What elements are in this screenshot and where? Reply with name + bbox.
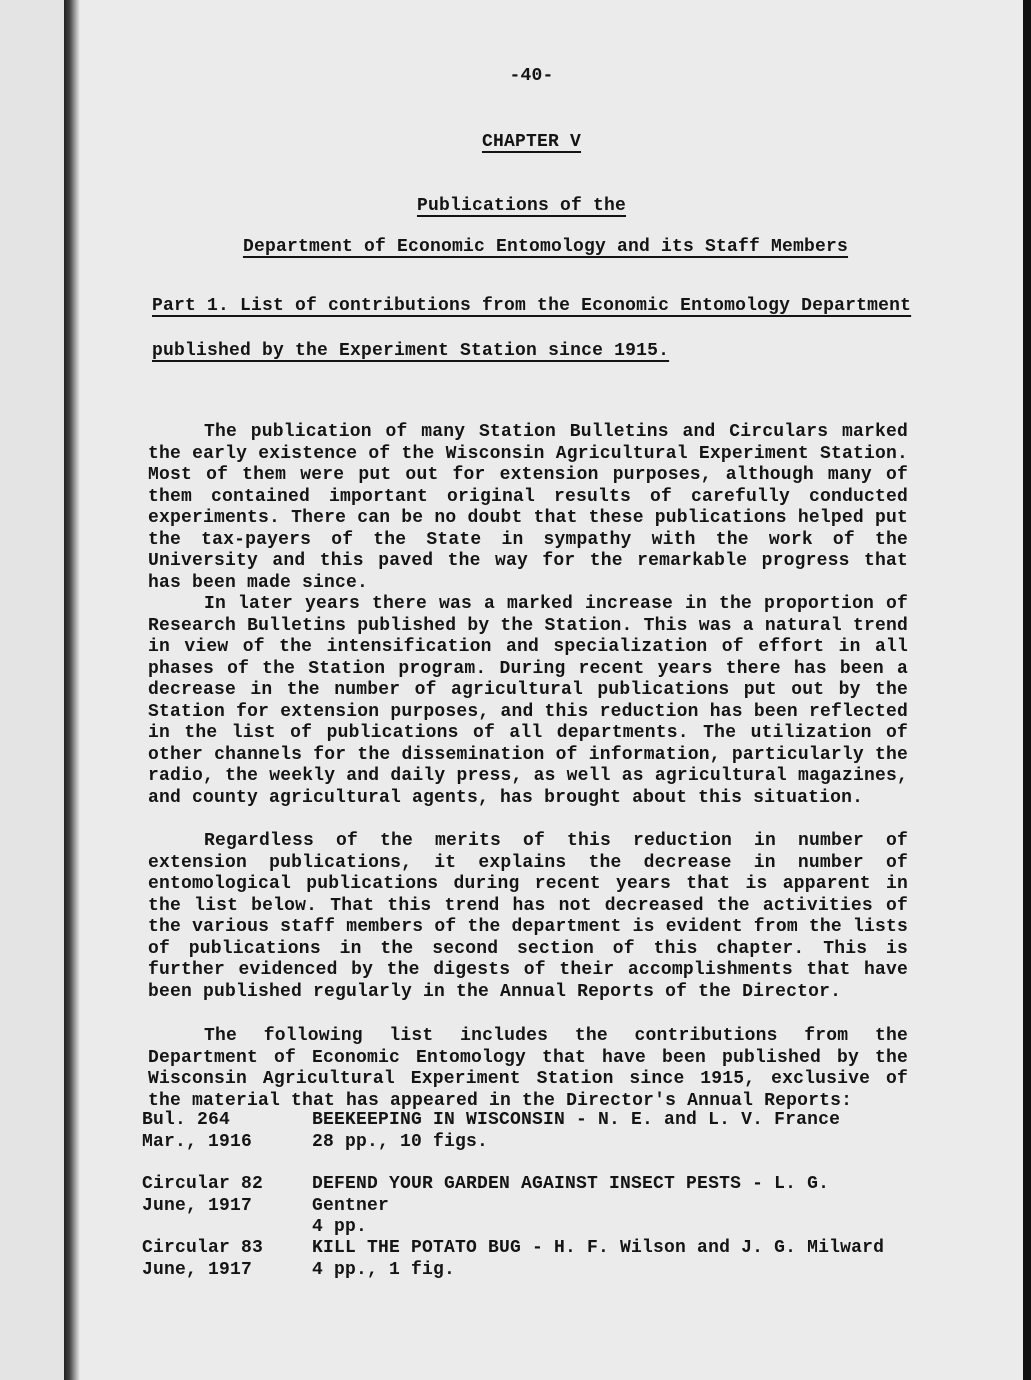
publication-pages: 28 pp., 10 figs. bbox=[312, 1131, 489, 1152]
publication-number: Circular 82 bbox=[142, 1174, 264, 1194]
publication-date: June, 1917 bbox=[142, 1195, 253, 1216]
paragraph-reduction: Regardless of the merits of this reduction in number of extension publications, it explains the decrease in number of entomological publications during recent years that is apparent in the list below. That this trend has not decreased the activities of the various staff members of the department is evident from the lists of publications in the second section of this chapter. This is further evidenced by the digests of their accomplishments that have been published regularly in the Annual Reports of the Director. bbox=[148, 831, 908, 1002]
chapter-label: CHAPTER V bbox=[481, 132, 582, 152]
publication-title: DEFEND YOUR GARDEN AGAINST INSECT PESTS - L. G. Gentner bbox=[312, 1174, 830, 1216]
publication-date: June, 1917 bbox=[142, 1259, 253, 1280]
publication-pages: 4 pp., 1 fig. bbox=[312, 1259, 456, 1280]
part-heading-line-1 bbox=[152, 296, 911, 316]
part-heading-text-2: published by the Experiment Station since 1915. bbox=[152, 341, 670, 361]
part-heading-text-1: Part 1. List of contributions from the Economic Entomology Department bbox=[152, 296, 912, 316]
chapter-heading bbox=[16, 132, 1031, 152]
title-line-1 bbox=[6, 196, 1031, 216]
publication-reference bbox=[142, 1238, 307, 1281]
page-number: -40- bbox=[509, 66, 554, 86]
publication-pages: 4 pp. bbox=[312, 1217, 368, 1237]
paragraph-intro: The publication of many Station Bulletins and Circulars marked the early existence of the Wisconsin Agricultural Experiment Station. Most of them were put out for extension purposes, although many of them contained important original results of carefully conducted experiments. There can be no doubt that these publications helped put the tax-payers of the State in sympathy with the work of the University and this paved the way for the remarkable progress that has been made since. bbox=[148, 422, 908, 593]
part-heading-line-2 bbox=[152, 341, 669, 361]
paragraph-research-trend: In later years there was a marked increase in the proportion of Research Bulletins published by the Station. This was a natural trend in view of the intensification and specialization of effort in all phases of the Station program. During recent years there has been a decrease in the number of agricultural publications put out by the Station for extension purposes, and this reduction has been reflected in the list of publications of all departments. The utilization of other channels for the dissemination of information, particularly the radio, the weekly and daily press, as well as agricultural magazines, and county agricultural agents, has brought about this situation. bbox=[148, 594, 908, 808]
publication-number: Circular 83 bbox=[142, 1238, 264, 1258]
publication-title: KILL THE POTATO BUG - H. F. Wilson and J. G. Milward bbox=[312, 1238, 885, 1258]
paragraph-list-intro: The following list includes the contributions from the Department of Economic Entomology that have been published by the Wisconsin Agricultural Experiment Station since 1915, exclusive of the material that has appeared in the Director's Annual Reports: bbox=[148, 1026, 908, 1111]
title-text-2: Department of Economic Entomology and its Staff Members bbox=[242, 237, 849, 257]
publication-number: Bul. 264 bbox=[142, 1110, 231, 1130]
publication-description bbox=[312, 1174, 912, 1239]
publication-description bbox=[312, 1238, 912, 1281]
publication-description bbox=[312, 1110, 912, 1153]
publication-date: Mar., 1916 bbox=[142, 1131, 253, 1152]
title-line-2 bbox=[30, 237, 1031, 257]
title-text-1: Publications of the bbox=[416, 196, 627, 216]
publication-reference bbox=[142, 1110, 307, 1153]
publication-title: BEEKEEPING IN WISCONSIN - N. E. and L. V. France bbox=[312, 1110, 841, 1130]
publication-reference bbox=[142, 1174, 307, 1217]
